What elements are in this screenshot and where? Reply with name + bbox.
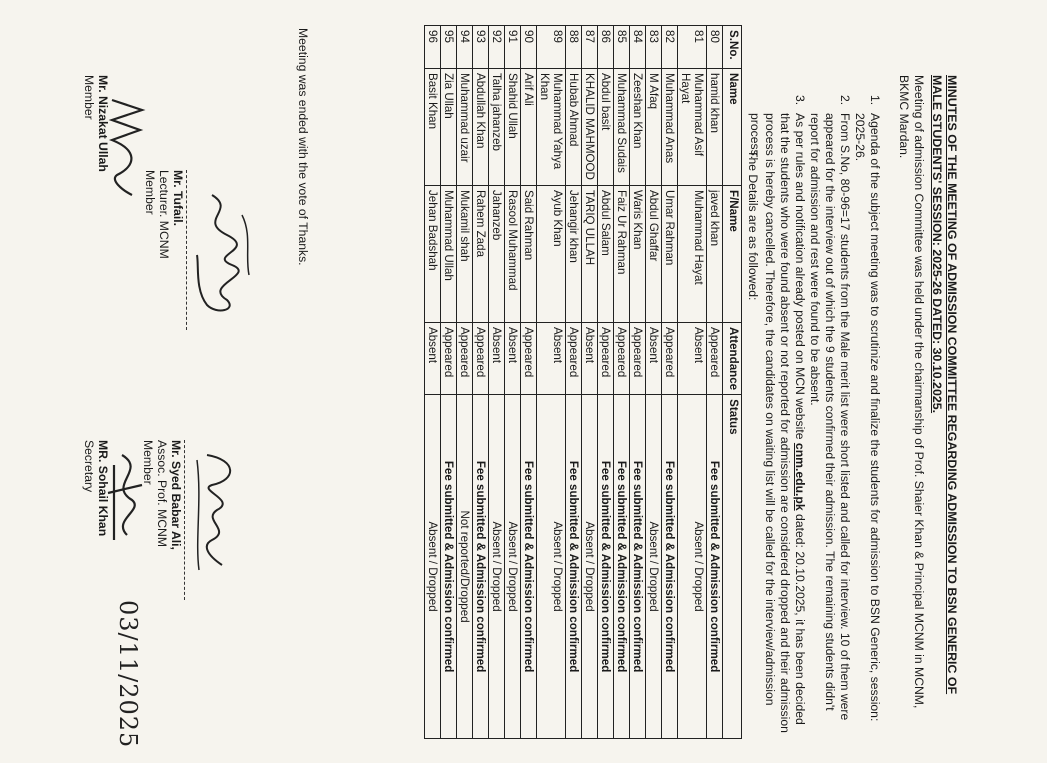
header-sno: S.No. (723, 26, 742, 69)
cell-sno: 81 (678, 26, 707, 69)
signatory-tufail (143, 170, 187, 370)
cell-attendance: Absent (505, 323, 521, 395)
cell-attendance: Appeared (441, 323, 457, 395)
table-row (425, 26, 441, 739)
cell-name: Muhammad uzair (457, 69, 473, 186)
table-row (614, 26, 630, 739)
cell-status: Fee submitted & Admission confirmed (630, 395, 646, 739)
signatory-name: Mr. Tufail. (171, 170, 185, 226)
cell-sno: 88 (566, 26, 582, 69)
signatory-title: Assoc. Prof. MCNM (155, 440, 169, 547)
cell-name: Muhammad Yahya Khan (537, 69, 566, 186)
table-row (566, 26, 582, 739)
cell-name: Muhammad Asif Hayat (678, 69, 707, 186)
table-row (646, 26, 662, 739)
cell-sno: 92 (489, 26, 505, 69)
table-row (662, 26, 678, 739)
admission-table (424, 25, 742, 739)
cell-fname: Muhammad Ullah (441, 186, 457, 323)
cell-fname: Jehan Badshah (425, 186, 441, 323)
cell-sno: 89 (537, 26, 566, 69)
cell-status: Absent / Dropped (582, 395, 598, 739)
cell-fname: Rasool Muhammad (505, 186, 521, 323)
cell-status: Absent / Dropped (678, 395, 707, 739)
cell-attendance: Absent (646, 323, 662, 395)
cell-name: Arif Ali (521, 69, 537, 186)
cell-sno: 94 (457, 26, 473, 69)
cell-fname: Muhammad Hayat (678, 186, 707, 323)
point-text: Agenda of the subject meeting was to scrutinize and finalize the students for admission to BSN Generic, session: 2025-26. (853, 113, 882, 722)
signatory-nizakat (82, 75, 110, 275)
cell-sno: 85 (614, 26, 630, 69)
cell-attendance: Appeared (630, 323, 646, 395)
cell-attendance: Appeared (598, 323, 614, 395)
signatory-title: Lecturer. MCNM (157, 170, 171, 259)
cell-name: Muhammad Sudais (614, 69, 630, 186)
cell-status: Absent / Dropped (537, 395, 566, 739)
table-row (457, 26, 473, 739)
cell-attendance: Appeared (457, 323, 473, 395)
cell-fname: Ayub Khan (537, 186, 566, 323)
cell-sno: 93 (473, 26, 489, 69)
cell-attendance: Absent (537, 323, 566, 395)
table-row (537, 26, 566, 739)
point-text: As per rules and notification already posted on MCN website (793, 113, 807, 443)
cell-attendance: Absent (425, 323, 441, 395)
cell-sno: 82 (662, 26, 678, 69)
table-row (441, 26, 457, 739)
cell-name: hamid khan (707, 69, 723, 186)
cell-name: Basit Khan (425, 69, 441, 186)
cell-sno: 86 (598, 26, 614, 69)
cell-fname: Rahem Zada (473, 186, 489, 323)
cell-fname: Said Rahman (521, 186, 537, 323)
point-text: From S.No, 80-96=17 students from the Male merit list were short listed and called for interview. 10 of them were appeared for the interview out of which the 9 students confirmed their admission. The remaining students didn't report for admission and rest were found to be absent. (808, 113, 852, 721)
point-number: 3. (793, 95, 807, 106)
cell-fname: Abdul Ghaffar (646, 186, 662, 323)
table-row (598, 26, 614, 739)
signature-scribble-babar (187, 440, 257, 580)
cell-name: Zia Ullah (441, 69, 457, 186)
table-header-row (723, 26, 742, 739)
cell-name: M Afaq (646, 69, 662, 186)
table-row (505, 26, 521, 739)
signature-scribble-tufail (187, 185, 257, 325)
website-link[interactable]: cnm.edu.pk (793, 442, 807, 511)
cell-status: Fee submitted & Admission confirmed (566, 395, 582, 739)
signatory-role: Member (141, 440, 155, 485)
closing-note: Meeting was ended with the vote of Thanks. (296, 28, 310, 266)
cell-fname: Umar Rahman (662, 186, 678, 323)
header-status: Status (723, 395, 742, 739)
cell-status: Fee submitted & Admission confirmed (441, 395, 457, 739)
cell-attendance: Absent (489, 323, 505, 395)
table-row (521, 26, 537, 739)
signatory-name: Mr. Syed Babar Ali, (169, 440, 183, 550)
handwritten-date: 03/11/2025 (114, 600, 142, 749)
cell-fname: Mukamil shah (457, 186, 473, 323)
cell-sno: 80 (707, 26, 723, 69)
table-row (707, 26, 723, 739)
cell-attendance: Appeared (566, 323, 582, 395)
details-label: The Details are as followed: (746, 150, 760, 301)
cell-status: Fee submitted & Admission confirmed (707, 395, 723, 739)
cell-status: Absent / Dropped (425, 395, 441, 739)
table-row (678, 26, 707, 739)
header-name: Name (723, 69, 742, 186)
cell-sno: 83 (646, 26, 662, 69)
table-row (473, 26, 489, 739)
cell-name: KHALID MAHMOOD (582, 69, 598, 186)
signatory-role: Member (82, 75, 96, 120)
cell-fname: Waris Khan (630, 186, 646, 323)
cell-sno: 96 (425, 26, 441, 69)
cell-fname: TARIQ ULLAH (582, 186, 598, 323)
table-body (425, 26, 723, 739)
cell-sno: 91 (505, 26, 521, 69)
cell-status: Fee submitted & Admission confirmed (521, 395, 537, 739)
agenda-point-2 (807, 95, 852, 735)
cell-attendance: Appeared (473, 323, 489, 395)
cell-attendance: Appeared (662, 323, 678, 395)
cell-sno: 90 (521, 26, 537, 69)
cell-status: Fee submitted & Admission confirmed (473, 395, 489, 739)
signatory-name: MR. Sohail Khan (96, 440, 110, 537)
table-row (630, 26, 646, 739)
point-number: 2. (838, 95, 852, 106)
cell-name: Zeeshan Khan (630, 69, 646, 186)
signatory-babar (141, 440, 185, 660)
table-row (582, 26, 598, 739)
cell-status: Absent / Dropped (489, 395, 505, 739)
cell-sno: 87 (582, 26, 598, 69)
cell-fname: Jehangir khan (566, 186, 582, 323)
signature-line (186, 170, 187, 330)
table-row (489, 26, 505, 739)
cell-sno: 95 (441, 26, 457, 69)
signatory-role: Member (143, 170, 157, 215)
cell-attendance: Appeared (521, 323, 537, 395)
header-fname: F/Name (723, 186, 742, 323)
cell-status: Absent / Dropped (505, 395, 521, 739)
cell-status: Fee submitted & Admission confirmed (662, 395, 678, 739)
cell-attendance: Absent (582, 323, 598, 395)
cell-attendance: Appeared (614, 323, 630, 395)
signature-line (184, 440, 185, 600)
signatory-role: Secretary (82, 440, 96, 493)
cell-status: Fee submitted & Admission confirmed (614, 395, 630, 739)
cell-sno: 84 (630, 26, 646, 69)
cell-fname: Faiz Ur Rahman (614, 186, 630, 323)
cell-status: Absent / Dropped (646, 395, 662, 739)
cell-name: Muhammad Anas (662, 69, 678, 186)
cell-name: Shahid Ullah (505, 69, 521, 186)
cell-name: Talha jahanzeb (489, 69, 505, 186)
cell-fname: javed khan (707, 186, 723, 323)
cell-name: Abdullah Khan (473, 69, 489, 186)
cell-fname: Jahanzeb (489, 186, 505, 323)
agenda-points (747, 95, 882, 735)
cell-attendance: Appeared (707, 323, 723, 395)
cell-status: Not reported/Dropped (457, 395, 473, 739)
point-text: dated: 20.10.2025, it has been decided that the students who were found absent or not reported for admission are considered dropped and their admission process is hereby cancelled. Therefore, the candidates on waiting list will be called for the interview/admission process. (748, 113, 807, 733)
point-number: 1. (868, 95, 882, 106)
cell-attendance: Absent (678, 323, 707, 395)
cell-status: Fee submitted & Admission confirmed (598, 395, 614, 739)
intro-paragraph: Meeting of admission Committee was held under the chairmanship of Prof. Shaier Khan & Principal MCNM in MCNM, BKMC Mardan. (897, 75, 926, 709)
cell-name: Abdul basit (598, 69, 614, 186)
header-attendance: Attendance (723, 323, 742, 395)
document-title: MINUTES OF THE MEETING OF ADMISSION COMMITTEE REGARDING ADMISSION TO BSN GENERIC OF MALE STUDENTS' SESSION: 2025-26 DATED: 30.10.2025. (930, 75, 959, 695)
cell-name: Hubab Ahmad (566, 69, 582, 186)
cell-fname: Abdul Salam (598, 186, 614, 323)
signatory-sohail (82, 440, 110, 660)
signatory-name: Mr. Nizakat Ullah (96, 75, 110, 172)
agenda-point-1 (852, 95, 882, 735)
